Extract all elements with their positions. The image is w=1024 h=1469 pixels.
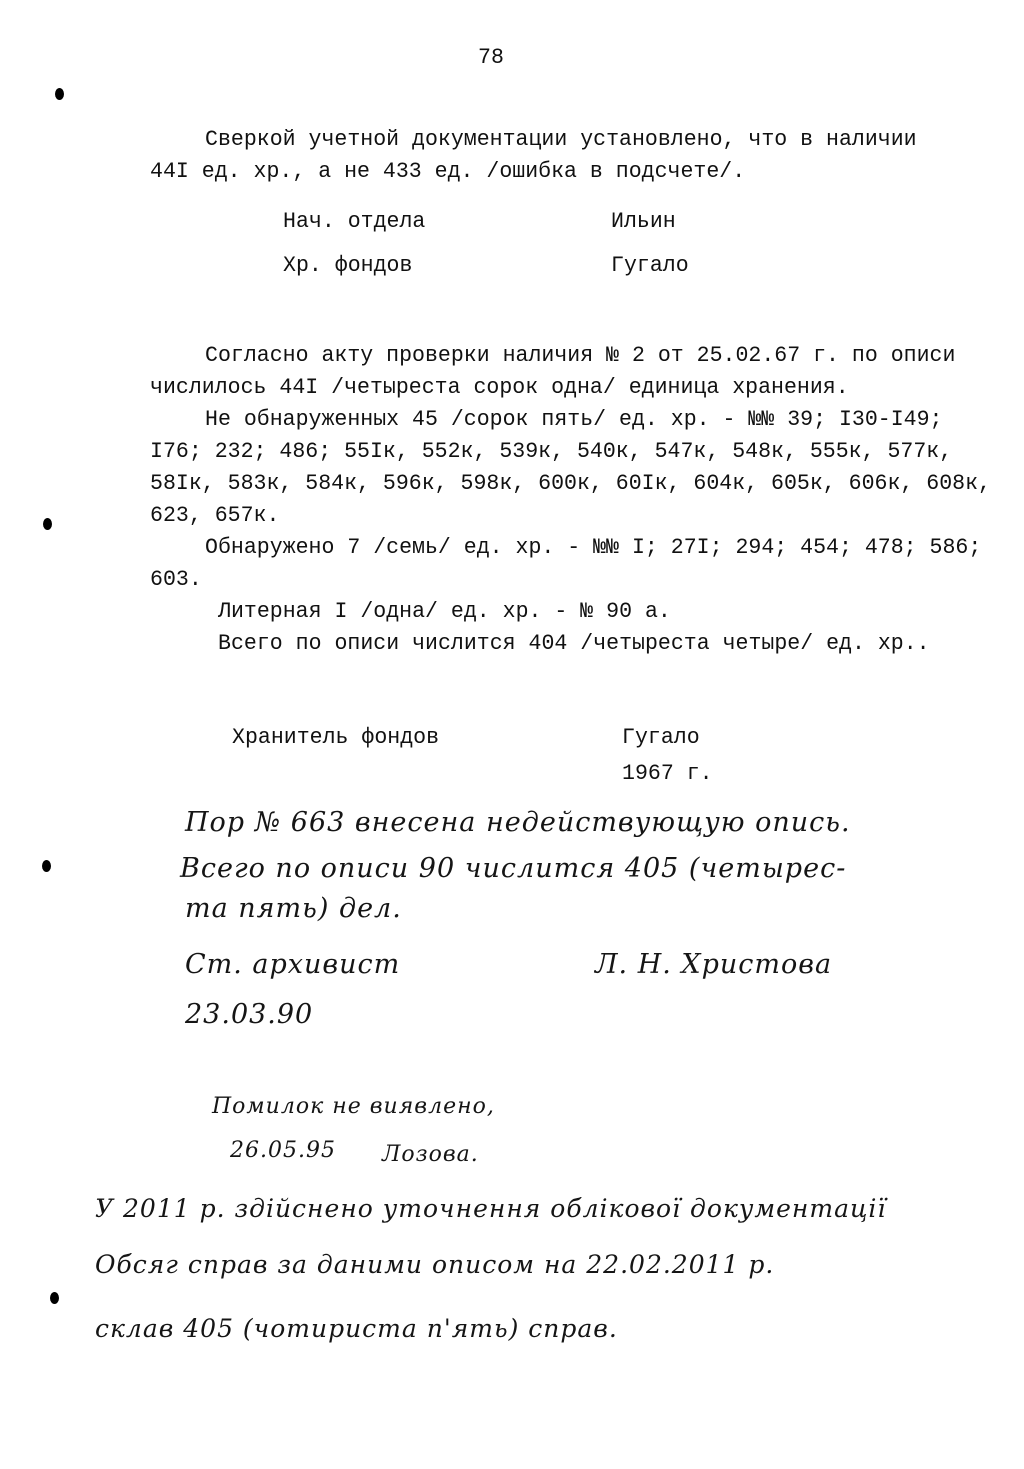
act-line: Всего по описи числится 404 /четыреста четыре/ ед. хр..: [218, 631, 930, 656]
act-line: числилось 44I /четыреста сорок одна/ единица хранения.: [150, 375, 849, 400]
act-line: Литерная I /одна/ ед. хр. - № 90 а.: [218, 599, 671, 624]
handwritten-date: 23.03.90: [185, 999, 314, 1030]
handwritten-signature: Л. Н. Христова: [595, 949, 833, 980]
punch-hole-mark: [55, 88, 64, 100]
handwritten-signature: Лозова.: [382, 1142, 479, 1167]
act-line: 603.: [150, 567, 202, 592]
handwritten-line: Пор № 663 внесена недействующую опись.: [185, 807, 851, 838]
handwritten-line: склав 405 (чотириста п'ять) справ.: [95, 1314, 618, 1343]
handwritten-line: Всего по описи 90 числится 405 (четырес-: [180, 853, 847, 884]
signature-role: Хр. фондов: [283, 253, 413, 278]
handwritten-note: Помилок не виявлено,: [212, 1094, 495, 1119]
act-line: Не обнаруженных 45 /сорок пять/ ед. хр. - №№ 39; I30-I49;: [205, 407, 943, 432]
note-line: Сверкой учетной документации установлено, что в наличии: [205, 127, 917, 152]
handwritten-line: У 2011 р. здійснено уточнення облікової документації: [95, 1194, 887, 1223]
punch-hole-mark: [50, 1292, 59, 1304]
act-line: Согласно акту проверки наличия № 2 от 25.02.67 г. по описи: [205, 343, 956, 368]
punch-hole-mark: [42, 860, 51, 872]
signature-name: Ильин: [611, 209, 676, 234]
act-line: 623, 657к.: [150, 503, 280, 528]
page-number: 78: [478, 45, 504, 70]
note-line: 44I ед. хр., а не 433 ед. /ошибка в подсчете/.: [150, 159, 746, 184]
handwritten-role: Ст. архивист: [185, 949, 401, 980]
act-line: 58Iк, 583к, 584к, 596к, 598к, 600к, 60Iк, 604к, 605к, 606к, 608к,: [150, 471, 991, 496]
handwritten-line: Обсяг справ за даними описом на 22.02.2011 р.: [95, 1250, 775, 1279]
signature-name: Гугало: [622, 725, 700, 750]
handwritten-date: 26.05.95: [230, 1138, 336, 1163]
signature-role: Хранитель фондов: [232, 725, 440, 750]
act-line: Обнаружено 7 /семь/ ед. хр. - №№ I; 27I; 294; 454; 478; 586;: [205, 535, 982, 560]
punch-hole-mark: [43, 518, 52, 530]
signature-year: 1967 г.: [622, 761, 713, 786]
signature-role: Нач. отдела: [283, 209, 426, 234]
signature-name: Гугало: [611, 253, 689, 278]
handwritten-line: та пять) дел.: [185, 893, 402, 924]
act-line: I76; 232; 486; 55Iк, 552к, 539к, 540к, 547к, 548к, 555к, 577к,: [150, 439, 953, 464]
